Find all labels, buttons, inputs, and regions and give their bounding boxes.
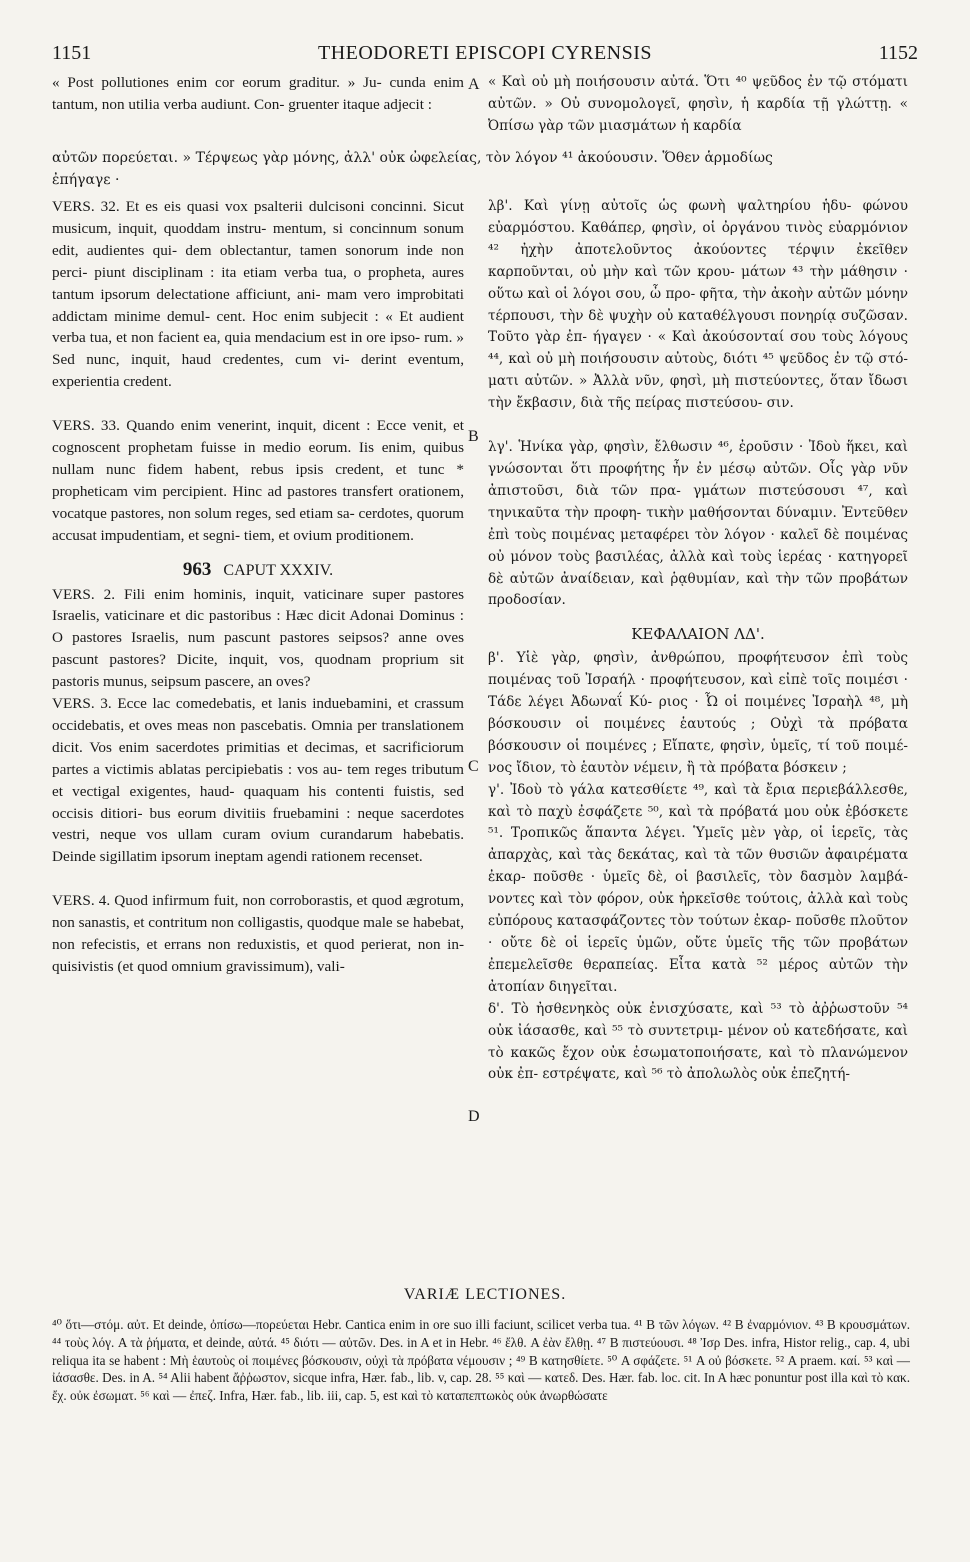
- section-marker-d: D: [468, 1108, 480, 1125]
- full-width-greek-lines: [52, 148, 910, 192]
- greek-column-top: [488, 72, 908, 138]
- latin-column: [52, 196, 464, 978]
- greek-paragraph-2: β'. Υἱὲ γὰρ, φησὶν, ἀνθρώπου, προφήτευσον ἐπὶ τοὺς ποιμένας τοῦ Ἰσραήλ · προφήτευσον, καὶ εἰπὲ τοῖς ποιμέσι · Τάδε λέγει Ἀδωναΐ Κύ- ριος · Ὦ οἱ ποιμένες Ἰσραὴλ ⁴⁸, μὴ βόσκουσιν οἱ ποιμένες ἑαυτούς ; Οὐχὶ τὰ πρόβατα βόσκουσιν οἱ ποιμένες ; Εἴπατε, φησὶν, ὑμεῖς, τί τοῦ ποιμέ- νος ἴδιον, τὸ ἑαυτὸν νέμειν, ἢ τὰ πρόβατα βόσκειν ;: [488, 650, 908, 776]
- chapter-heading: [52, 559, 464, 582]
- greek-paragraph-3: γ'. Ἰδοὺ τὸ γάλα κατεσθίετε ⁴⁹, καὶ τὰ ἔρια περιεβάλλεσθε, καὶ τὸ παχὺ ἐσφάζετε ⁵⁰, καὶ τὰ πρόβατά μου οὐκ ἐβόσκετε ⁵¹. Τροπικῶς ἅπαντα λέγει. Ὑμεῖς μὲν γὰρ, οἱ ἱερεῖς, τὰς ἀπαρχὰς, καὶ τὰς δεκάτας, καὶ τὰ τῶν θυσιῶν ἀφαιρέματα ἐκαρ- ποῦσθε · ὑμεῖς δὲ, οἱ βασιλεῖς, τὸν δασμὸν λαμβά- νοντες καὶ τὸν φόρον, οὐκ ἠρκεῖσθε τούτοις, ἀλλὰ καὶ τοὺς εὐπόρους κατασφάζοντες τὸν τούτων ἐκαρ- ποῦσθε πλοῦτον · οὔτε δὲ οἱ ἱερεῖς ὑμῶν, οὔτε ὑμεῖς τῆς τῶν προβάτων ἐπεμελεῖσθε θεραπείας. Εἶτα κατὰ ⁵² μέρος αὐτῶν τὴν ἀτοπίαν διηγεῖται.: [488, 781, 908, 995]
- greek-paragraph-32: λβ'. Καὶ γίνῃ αὐτοῖς ὡς φωνὴ ψαλτηρίου ἡδυ- φώνου εὐαρμόστου. Καθάπερ, φησὶν, οἱ ὀργάνου τινὸς εὐαρμόνιον ⁴² ἠχὴν ἀποτελοῦντος ἀκούοντες τέρψιν ἐκεῖθεν καρποῦνται, οὐ μὴν καὶ τῶν κρου- μάτων ⁴³ τὴν μάθησιν · οὕτω καὶ οἱ λόγοι σου, ὦ προ- φῆτα, τὴν ἀκοὴν αὐτῶν μόνην τέρπουσι, τὴν δὲ ψυχὴν οὐ καταθέλγουσι πονηρίᾳ συζῶσαν. Τοῦτο γὰρ ἐπ- ήγαγεν · « Καὶ ἀκούσονταί σου τοὺς λόγους ⁴⁴, καὶ οὐ μὴ ποιήσουσιν αὐτοὺς, διότι ⁴⁵ ψεῦδος ἐν τῷ στό- ματι αὐτῶν. » Ἀλλὰ νῦν, φησὶ, μὴ πιστεύοντες, ὅταν ἴδωσι τὴν ἔκβασιν, διὰ τῆς πείρας πιστεύσου- σιν.: [488, 198, 908, 412]
- section-marker-b: B: [468, 428, 479, 445]
- variae-text: ⁴⁰ ὅτι—στόμ. αὐτ. Et deinde, ὀπίσω—πορεύεται Hebr. Cantica enim in ore suo illi faciunt, scilicet verba tua. ⁴¹ B τῶν λόγων. ⁴² B ἐναρμόνιον. ⁴³ B κρουσμάτων. ⁴⁴ τοὺς λόγ. A τὰ ῥήματα, et deinde, αὐτά. ⁴⁵ διότι — αὐτῶν. Des. in A et in Hebr. ⁴⁶ ἔλθ. A ἐὰν ἔλθῃ. ⁴⁷ B πιστεύουσι. ⁴⁸ Ἰσρ Des. infra, Histor relig., cap. 4, ubi reliqua ita se habent : Μὴ ἑαυτοὺς οἱ ποιμένες βόσκουσιν, οὐχὶ τὰ πρόβατα νέμουσιν ; ⁴⁹ B κατησθίετε. ⁵⁰ A σφάζετε. ⁵¹ A οὐ βόσκετε. ⁵² A praem. καί. ⁵³ καὶ — ἰάσασθε. Des. in A. ⁵⁴ Alii habent ἄῤῥωστον, sicque infra, Hær. fab., lib. v, cap. 28. ⁵⁵ καὶ — κατεδ. Des. Hær. fab. loc. cit. In A hæc ponuntur post illa καὶ τὸ κακ. ἔχ. οὐκ ἐσωματ. ⁵⁶ καὶ — ἐπεζ. Infra, Hær. fab., lib. iii, cap. 5, est καὶ τὸ καταπεπτωκὸς οὐκ ἀνωρθώσατε: [52, 1317, 910, 1404]
- greek-chapter-title: ΚΕΦΑΛΑΙΟΝ ΛΔ'.: [631, 625, 765, 644]
- section-marker-a: A: [468, 76, 480, 93]
- page-number-right: 1152: [878, 42, 918, 64]
- greek-paragraph-4: δ'. Τὸ ἠσθενηκὸς οὐκ ἐνισχύσατε, καὶ ⁵³ τὸ ἀῤῥωστοῦν ⁵⁴ οὐκ ἰάσασθε, καὶ ⁵⁵ τὸ συντετριμ- μένον οὐ κατεδήσατε, καὶ τὸ κακῶς ἔχον οὐκ ἐσωματοποιήσατε, καὶ τὸ πλανώμενον οὐκ ἐπ- εστρέψατε, καὶ ⁵⁶ τὸ ἀπολωλὸς οὐκ ἐπεζητή-: [488, 1000, 908, 1083]
- variae-lectiones: [52, 1316, 910, 1405]
- page-header: [52, 42, 918, 72]
- latin-paragraph-vers-32: VERS. 32. Et es eis quasi vox psalterii dulcisoni concinni. Sicut musicum, inquit, quoddam instru- mentum, si concinnum sonum edit, audientes qui- dem oblectantur, tamen sonorum inde non perci- piunt disciplinam : ita etiam verba tua, o propheta, aures tantum ipsorum delectatione afficiunt, ani- mam vero improbitati addictam minime demul- cent. Hoc enim subjecit : « Et audient verba tua, et non facient ea, quia mendacium est in ore ipso- rum. » Sed nunc, inquit, haud credentes, cum vi- derint eventum, experientia credent.: [52, 198, 464, 391]
- greek-paragraph: « Καὶ οὐ μὴ ποιήσουσιν αὐτά. Ὅτι ⁴⁰ ψεῦδος ἐν τῷ στόματι αὐτῶν. » Οὐ συνομολογεῖ, φησὶν, ἡ καρδία τῇ γλώττῃ. « Ὀπίσω γὰρ τῶν μιασμάτων ἡ καρδία: [488, 74, 908, 134]
- page-number-left: 1151: [52, 42, 92, 64]
- latin-paragraph-vers-33: VERS. 33. Quando enim venerint, inquit, dicent : Ecce venit, et cognoscent prophetam fuisse in medio eorum. Iis enim, quibus nullam nunc fidem habent, rebus ipsis credent, et tunc * propheticam vim percipient. Hinc ad pastores transfert orationem, vocatque pastores, non solum reges, sed etiam sa- cerdotes, quorum accusat impudentiam, et segni- tiem, et ovium proditionem.: [52, 417, 464, 544]
- chapter-title: CAPUT XXXIV.: [223, 561, 334, 579]
- greek-wide-line: ἐπήγαγε ·: [52, 171, 120, 188]
- latin-paragraph: « Post pollutiones enim cor eorum graditur. » Ju- cunda enim tantum, non utilia verba audiunt. Con- gruenter itaque adjecit :: [52, 74, 464, 113]
- greek-wide-line: αὐτῶν πορεύεται. » Τέρψεως γὰρ μόνης, ἀλλ' οὐκ ὠφελείας, τὸν λόγον ⁴¹ ἀκούουσιν. Ὅθεν ἁρμοδίως: [52, 150, 773, 166]
- running-title: THEODORETI EPISCOPI CYRENSIS: [317, 42, 653, 64]
- latin-paragraph-vers-3: VERS. 3. Ecce lac comedebatis, et lanis induebamini, et crassum occidebatis, et oves meas non pascebatis. Omnia per translationem dicit. Vos enim sacerdotes primitias et decimas, et sacrificiorum partes a victimis ablatas percipiebatis : vos au- tem reges tributum et vectigal exigentes, haud- quaquam his contenti fuistis, sed occisis ditiori- bus eorum divitiis fruebamini : neque sacerdotes vestri, neque vos ullam curam ovium curandarum habebatis. Deinde sigillatim ipsorum ineptam agendi rationem recenset.: [52, 695, 464, 866]
- latin-column-top: [52, 72, 464, 116]
- variae-lectiones-title: VARIÆ LECTIONES.: [403, 1286, 567, 1303]
- chapter-page-number: 963: [182, 558, 212, 580]
- section-marker-c: C: [468, 758, 479, 775]
- greek-paragraph-33: λγ'. Ἡνίκα γὰρ, φησὶν, ἔλθωσιν ⁴⁶, ἐροῦσιν · Ἰδοὺ ἥκει, καὶ γνώσονται ὅτι προφήτης ἦν ἐν μέσῳ αὐτῶν. Οἷς γὰρ νῦν ἀπιστοῦσι, διὰ τῶν πρα- γμάτων πιστεύσουσι ⁴⁷, καὶ τηνικαῦτα τὴν προφη- τικὴν μαθήσονται δύναμιν. Ἐντεῦθεν ἐπὶ τοὺς ποιμένας μεταφέρει τὸν λόγον · καλεῖ δὲ ποιμένας οὐ μόνον τοὺς βασιλέας, ἀλλὰ καὶ τοὺς ἱερέας · κατηγορεῖ δὲ αὐτῶν ἀναίδειαν, καὶ ῥᾳθυμίαν, καὶ τὴν τῶν προβάτων προδοσίαν.: [488, 439, 908, 609]
- latin-paragraph-vers-2: VERS. 2. Fili enim hominis, inquit, vaticinare super pastores Israelis, vaticinare et dic pastoribus : Hæc dicit Adonai Dominus : O pastores Israelis, num pascunt pastores seipsos? anne oves pascunt pastores? Dicite, inquit, vos, quodnam proprium sit pastoris munus, seipsum pascere, an oves?: [52, 585, 464, 691]
- latin-paragraph-vers-4: VERS. 4. Quod infirmum fuit, non corroborastis, et quod ægrotum, non sanastis, et contritum non colligastis, quodque male se habebat, non refecistis, et errans non reduxistis, et quod perierat, non in- quisivistis (et quod omnium gravissimum), vali-: [52, 892, 464, 975]
- greek-column: [488, 196, 908, 1086]
